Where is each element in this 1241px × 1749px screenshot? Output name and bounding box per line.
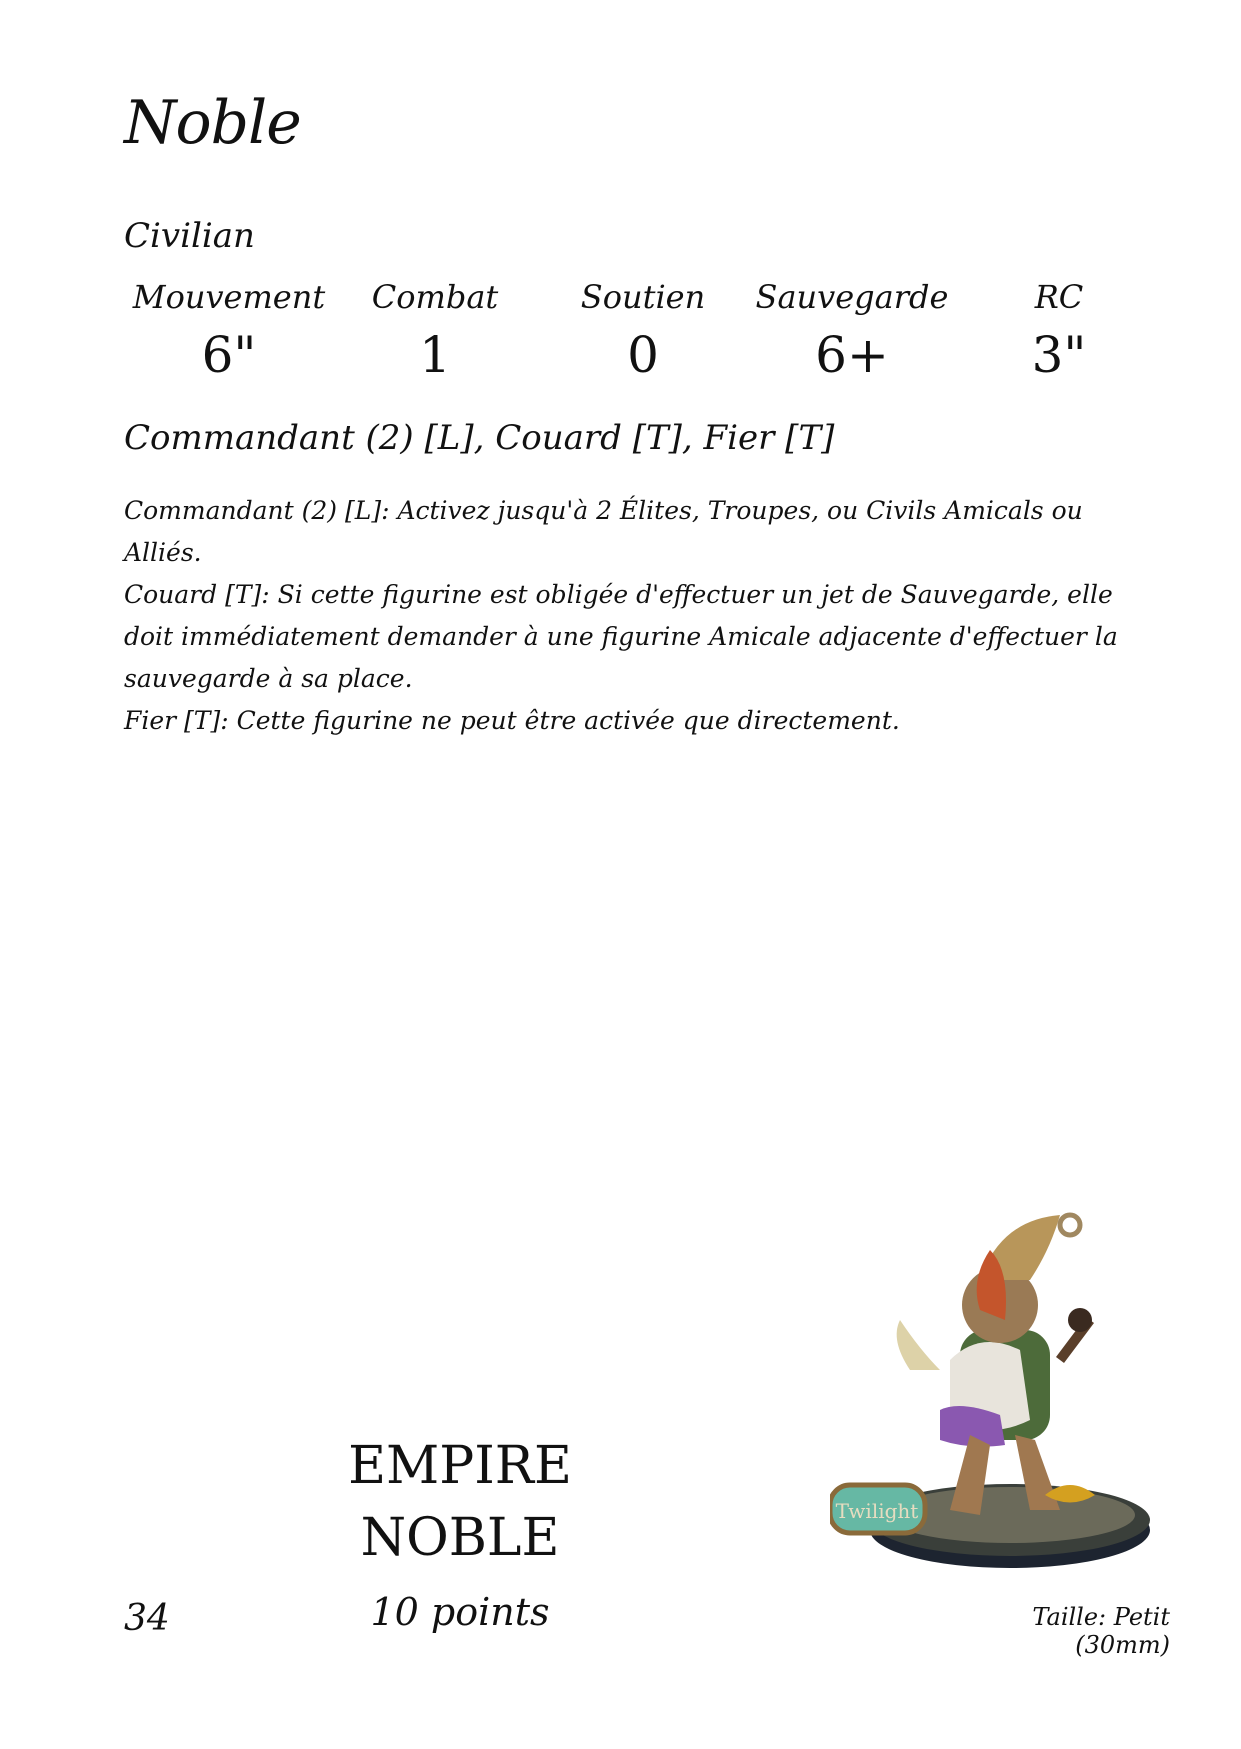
stat-value-sauvegarde: 6+ (815, 326, 889, 384)
rule-fier: Fier [T]: Cette figurine ne peut être activée que directement. (124, 706, 900, 735)
faction-label (300, 1430, 620, 1574)
page-number: 34 (124, 1598, 170, 1639)
stat-label-soutien: Soutien (580, 278, 706, 316)
rules-text (124, 490, 1124, 742)
unit-category: Civilian (124, 216, 255, 256)
miniature-image (830, 1210, 1160, 1580)
stat-label-combat: Combat (371, 278, 499, 316)
twilight-logo-icon: Twilight (835, 1499, 919, 1523)
stat-label-sauvegarde: Sauvegarde (755, 278, 949, 316)
rule-couard: Couard [T]: Si cette figurine est obligée d'effectuer un jet de Sauvegarde, elle doit immédiatement demander à une figurine Amicale adjacente d'effectuer la sauvegarde à sa place. (124, 580, 1118, 693)
keywords-line: Commandant (2) [L], Couard [T], Fier [T] (124, 418, 835, 458)
stat-label-mouvement: Mouvement (132, 278, 326, 316)
stat-value-soutien: 0 (627, 326, 659, 384)
stat-value-rc: 3" (1031, 326, 1087, 384)
faction-line-1: EMPIRE (348, 1436, 572, 1496)
stat-value-combat: 1 (419, 326, 451, 384)
stat-label-rc: RC (1034, 278, 1084, 316)
unit-size: Taille: Petit (30mm) (1032, 1603, 1170, 1659)
unit-points: 10 points (370, 1590, 550, 1634)
rule-commandant: Commandant (2) [L]: Activez jusqu'à 2 Élites, Troupes, ou Civils Amicals ou Alliés. (124, 496, 1083, 567)
page-title: Noble (124, 88, 301, 158)
stat-value-mouvement: 6" (201, 326, 257, 384)
faction-line-2: NOBLE (360, 1508, 560, 1568)
